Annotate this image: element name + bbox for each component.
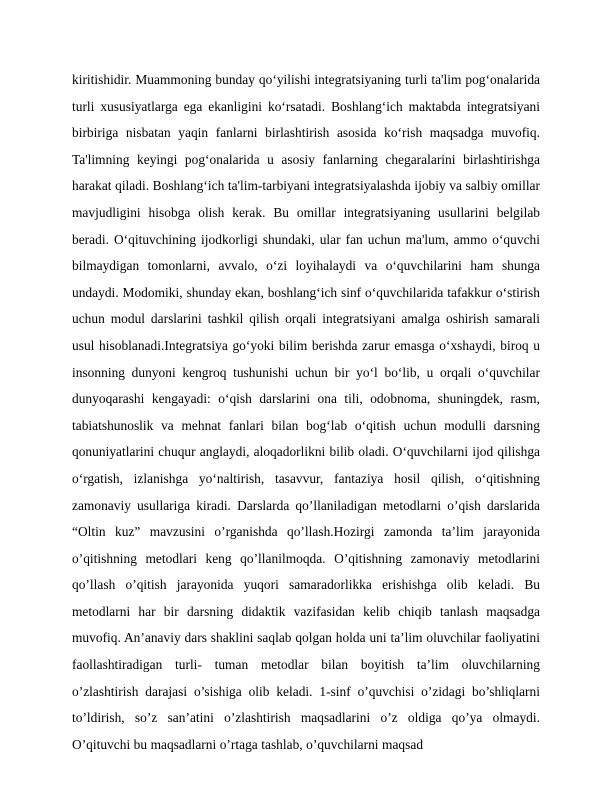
page-body xyxy=(72,67,540,758)
body-paragraph: kiritishidir. Muammoning bunday qo‘yilishi integratsiyaning turli ta'lim pog‘onalarida turli xususiyatlarga ega ekanligini ko‘rsatadi. Boshlang‘ich maktabda integratsiyani birbiriga nisbatan yaqin fanlarni birlashtirish asosida ko‘rish maqsadga muvofiq. Ta'limning keyingi pog‘onalarida u asosiy fanlarning chegaralarini birlashtirishga harakat qiladi. Boshlang‘ich ta'lim-tarbiyani integratsiyalashda ijobiy va salbiy omillar mavjudligini hisobga olish kerak. Bu omillar integratsiyaning usullarini belgilab beradi. O‘qituvchining ijodkorligi shundaki, ular fan uchun ma'lum, ammo o‘quvchi bilmaydigan tomonlarni, avvalo, o‘zi loyihalaydi va o‘quvchilarini ham shunga undaydi. Modomiki, shunday ekan, boshlang‘ich sinf o‘quvchilarida tafakkur o‘stirish uchun modul darslarini tashkil qilish orqali integratsiyani amalga oshirish samarali usul hisoblanadi.Integratsiya go‘yoki bilim berishda zarur emasga o‘xshaydi, biroq u insonning dunyoni kengroq tushunishi uchun bir yo‘l bo‘lib, u orqali o‘quvchilar dunyoqarashi kengayadi: o‘qish darslarini ona tili, odobnoma, shuningdek, rasm, tabiatshunoslik va mehnat fanlari bilan bog‘lab o‘qitish uchun modulli darsning qonuniyatlarini chuqur anglaydi, aloqadorlikni bilib oladi. O‘quvchilarni ijod qilishga o‘rgatish, izlanishga yo‘naltirish, tasavvur, fantaziya hosil qilish, o‘qitishning zamonaviy usullariga kiradi. Darslarda qo’llaniladigan metodlarni o’qish darslarida “Oltin kuz” mavzusini o’rganishda qo’llash.Hozirgi zamonda ta’lim jarayonida o’qitishning metodlari keng qo’llanilmoqda. O’qitishning zamonaviy metodlarini qo’llash o’qitish jarayonida yuqori samaradorlikka erishishga olib keladi. Bu metodlarni har bir darsning didaktik vazifasidan kelib chiqib tanlash maqsadga muvofiq. An’anaviy dars shaklini saqlab qolgan holda uni ta’lim oluvchilar faoliyatini faollashtiradigan turli- tuman metodlar bilan boyitish ta’lim oluvchilarning o’zlashtirish darajasi o’sishiga olib keladi. 1-sinf o’quvchisi o’zidagi bo’shliqlarni to’ldirish, so’z san’atini o’zlashtirish maqsadlarini o’z oldiga qo’ya olmaydi. O’qituvchi bu maqsadlarni o’rtaga tashlab, o’quvchilarni maqsad xyxy=(72,72,540,752)
